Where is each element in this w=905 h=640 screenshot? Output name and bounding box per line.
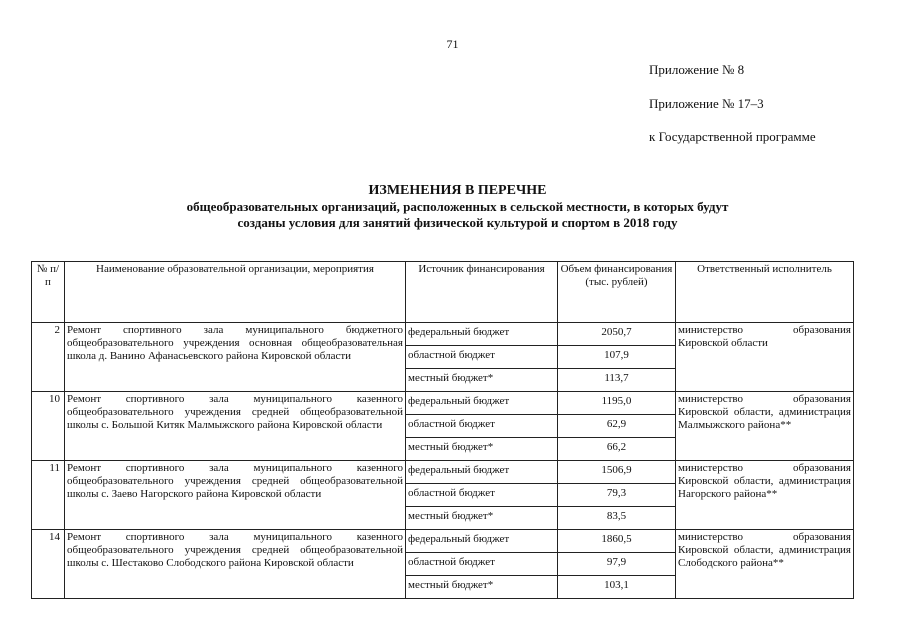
funding-source: местный бюджет*	[406, 438, 558, 461]
funding-source: местный бюджет*	[406, 369, 558, 392]
funding-amount: 62,9	[558, 415, 676, 438]
annex-line-2: Приложение № 17–3	[649, 96, 764, 111]
page-number: 71	[446, 37, 459, 51]
funding-source: федеральный бюджет	[406, 461, 558, 484]
table-row	[32, 392, 854, 415]
funding-amount: 1506,9	[558, 461, 676, 484]
responsible-executor: министерство образования Кировской области, администрация Нагорского района**	[676, 461, 854, 530]
funding-amount: 83,5	[558, 507, 676, 530]
funding-amount: 107,9	[558, 346, 676, 369]
header-responsible: Ответственный исполнитель	[676, 262, 854, 323]
document-title	[60, 182, 855, 231]
title-line-2: общеобразовательных организаций, расположенных в сельской местности, в которых будут	[186, 199, 729, 214]
table-row	[32, 530, 854, 553]
row-number: 14	[32, 530, 65, 599]
funding-source: федеральный бюджет	[406, 530, 558, 553]
responsible-executor: министерство образования Кировской области	[676, 323, 854, 392]
funding-amount: 79,3	[558, 484, 676, 507]
funding-source: областной бюджет	[406, 484, 558, 507]
annex-line-3: к Государственной программе	[649, 129, 816, 144]
funding-source: областной бюджет	[406, 553, 558, 576]
institution-description: Ремонт спортивного зала муниципального казенного общеобразовательного учреждения средней общеобразовательной школы с. Большой Китяк Малмыжского района Кировской области	[65, 392, 406, 461]
institution-description: Ремонт спортивного зала муниципального бюджетного общеобразовательного учреждения основная общеобразовательная школа д. Ванино Афанасьевского района Кировской области	[65, 323, 406, 392]
header-num: № п/п	[32, 262, 65, 323]
row-number: 2	[32, 323, 65, 392]
institution-description: Ремонт спортивного зала муниципального казенного общеобразовательного учреждения средней общеобразовательной школы с. Шестаково Слободского района Кировской области	[65, 530, 406, 599]
header-name: Наименование образовательной организации, мероприятия	[65, 262, 406, 323]
header-amount: Объем финансирования (тыс. рублей)	[558, 262, 676, 323]
table-body	[32, 323, 854, 599]
funding-amount: 66,2	[558, 438, 676, 461]
funding-source: федеральный бюджет	[406, 392, 558, 415]
funding-source: местный бюджет*	[406, 576, 558, 599]
funding-amount: 1195,0	[558, 392, 676, 415]
funding-source: областной бюджет	[406, 346, 558, 369]
institutions-table	[31, 261, 854, 599]
table-header-row	[32, 262, 854, 323]
responsible-executor: министерство образования Кировской области, администрация Слободского района**	[676, 530, 854, 599]
row-number: 10	[32, 392, 65, 461]
table-row	[32, 461, 854, 484]
funding-amount: 1860,5	[558, 530, 676, 553]
annex-line-1: Приложение № 8	[649, 62, 745, 77]
funding-amount: 113,7	[558, 369, 676, 392]
row-number: 11	[32, 461, 65, 530]
funding-amount: 103,1	[558, 576, 676, 599]
funding-source: местный бюджет*	[406, 507, 558, 530]
funding-source: областной бюджет	[406, 415, 558, 438]
table-row	[32, 323, 854, 346]
title-line-1: ИЗМЕНЕНИЯ В ПЕРЕЧНЕ	[368, 183, 547, 198]
header-source: Источник финансирования	[406, 262, 558, 323]
funding-amount: 2050,7	[558, 323, 676, 346]
funding-amount: 97,9	[558, 553, 676, 576]
funding-source: федеральный бюджет	[406, 323, 558, 346]
title-line-3: созданы условия для занятий физической культурой и спортом в 2018 году	[237, 215, 678, 230]
institution-description: Ремонт спортивного зала муниципального казенного общеобразовательного учреждения средней общеобразовательной школы с. Заево Нагорского района Кировской области	[65, 461, 406, 530]
responsible-executor: министерство образования Кировской области, администрация Малмыжского района**	[676, 392, 854, 461]
